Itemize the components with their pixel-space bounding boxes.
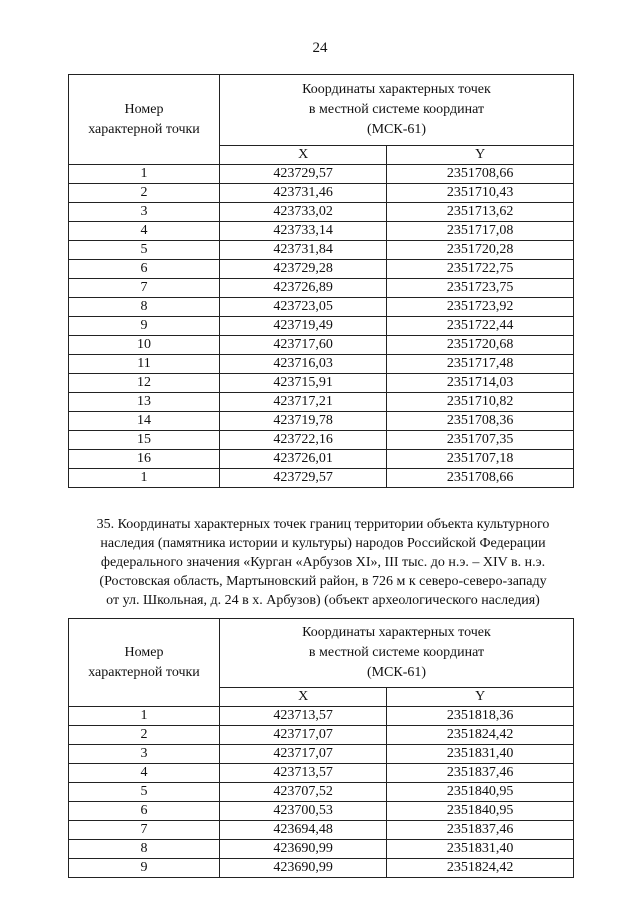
x-coordinate-cell: 423700,53	[220, 802, 387, 821]
coords-caption-header: Координаты характерных точек в местной системе координат (МСК-61)	[220, 619, 574, 688]
table-row	[69, 317, 574, 336]
x-coordinate-cell: 423717,21	[220, 393, 387, 412]
table-row	[69, 393, 574, 412]
point-number-cell: 3	[69, 745, 220, 764]
x-coordinate-cell: 423731,46	[220, 184, 387, 203]
x-coordinate-cell: 423717,60	[220, 336, 387, 355]
y-coordinate-cell: 2351824,42	[387, 726, 574, 745]
point-number-cell: 14	[69, 412, 220, 431]
point-number-cell: 7	[69, 821, 220, 840]
x-coordinate-cell: 423713,57	[220, 764, 387, 783]
x-coordinate-cell: 423707,52	[220, 783, 387, 802]
y-coordinate-cell: 2351720,68	[387, 336, 574, 355]
x-coordinate-cell: 423717,07	[220, 745, 387, 764]
x-coordinate-cell: 423733,02	[220, 203, 387, 222]
coordinates-table-1	[68, 74, 574, 488]
y-coordinate-cell: 2351707,35	[387, 431, 574, 450]
table-row	[69, 222, 574, 241]
point-number-cell: 4	[69, 764, 220, 783]
x-coordinate-cell: 423729,28	[220, 260, 387, 279]
y-coordinate-cell: 2351824,42	[387, 859, 574, 878]
table-row	[69, 336, 574, 355]
x-coordinate-cell: 423726,01	[220, 450, 387, 469]
y-coordinate-cell: 2351723,75	[387, 279, 574, 298]
table-row	[69, 165, 574, 184]
table-row	[69, 764, 574, 783]
x-coordinate-cell: 423719,49	[220, 317, 387, 336]
point-number-cell: 9	[69, 859, 220, 878]
table-row	[69, 745, 574, 764]
y-coordinate-cell: 2351722,75	[387, 260, 574, 279]
point-number-cell: 10	[69, 336, 220, 355]
point-number-cell: 9	[69, 317, 220, 336]
point-number-cell: 8	[69, 840, 220, 859]
x-coordinate-cell: 423731,84	[220, 241, 387, 260]
y-coordinate-cell: 2351717,08	[387, 222, 574, 241]
x-coordinate-cell: 423717,07	[220, 726, 387, 745]
y-coordinate-cell: 2351831,40	[387, 745, 574, 764]
point-number-cell: 1	[69, 165, 220, 184]
table-row	[69, 726, 574, 745]
coords-caption-header: Координаты характерных точек в местной системе координат (МСК-61)	[220, 75, 574, 146]
page-number: 24	[312, 40, 328, 56]
x-coordinate-cell: 423722,16	[220, 431, 387, 450]
point-number-cell: 7	[69, 279, 220, 298]
point-number-cell: 2	[69, 726, 220, 745]
table-row	[69, 469, 574, 488]
x-coordinate-cell: 423713,57	[220, 707, 387, 726]
point-number-cell: 1	[69, 707, 220, 726]
point-number-cell: 1	[69, 469, 220, 488]
y-coordinate-cell: 2351710,43	[387, 184, 574, 203]
table-row	[69, 802, 574, 821]
table-row	[69, 859, 574, 878]
point-number-cell: 16	[69, 450, 220, 469]
point-number-cell: 15	[69, 431, 220, 450]
x-header: X	[220, 146, 387, 165]
point-number-cell: 5	[69, 241, 220, 260]
point-number-cell: 6	[69, 260, 220, 279]
x-coordinate-cell: 423716,03	[220, 355, 387, 374]
table-row	[69, 298, 574, 317]
y-coordinate-cell: 2351713,62	[387, 203, 574, 222]
section-35-title: 35. Координаты характерных точек границ территории объекта культурного наследия (памятника истории и культуры) народов Российской Федерации федерального значения «Курган «Арбузов XI», III тыс. до н.э. – XIV в. н.э. (Ростовская область, Мартыновский район, в 726 м к северо-северо-западу от ул. Школьная, д. 24 в х. Арбузов) (объект археологического наследия)	[96, 517, 550, 608]
y-coordinate-cell: 2351722,44	[387, 317, 574, 336]
point-number-cell: 5	[69, 783, 220, 802]
x-coordinate-cell: 423733,14	[220, 222, 387, 241]
x-coordinate-cell: 423719,78	[220, 412, 387, 431]
table-header-row	[69, 619, 574, 688]
y-coordinate-cell: 2351710,82	[387, 393, 574, 412]
x-coordinate-cell: 423729,57	[220, 469, 387, 488]
y-coordinate-cell: 2351714,03	[387, 374, 574, 393]
table-row	[69, 184, 574, 203]
table-row	[69, 355, 574, 374]
y-coordinate-cell: 2351840,95	[387, 802, 574, 821]
y-header: Y	[387, 688, 574, 707]
table-row	[69, 241, 574, 260]
y-coordinate-cell: 2351717,48	[387, 355, 574, 374]
table-1-body	[69, 165, 574, 488]
y-coordinate-cell: 2351723,92	[387, 298, 574, 317]
x-coordinate-cell: 423726,89	[220, 279, 387, 298]
table-row	[69, 840, 574, 859]
x-coordinate-cell: 423729,57	[220, 165, 387, 184]
y-coordinate-cell: 2351840,95	[387, 783, 574, 802]
table-row	[69, 203, 574, 222]
y-coordinate-cell: 2351837,46	[387, 821, 574, 840]
x-coordinate-cell: 423723,05	[220, 298, 387, 317]
point-number-cell: 12	[69, 374, 220, 393]
x-header: X	[220, 688, 387, 707]
point-number-cell: 8	[69, 298, 220, 317]
point-number-cell: 2	[69, 184, 220, 203]
y-coordinate-cell: 2351708,36	[387, 412, 574, 431]
table-row	[69, 279, 574, 298]
table-row	[69, 260, 574, 279]
x-coordinate-cell: 423715,91	[220, 374, 387, 393]
table-row	[69, 374, 574, 393]
x-coordinate-cell: 423690,99	[220, 859, 387, 878]
coordinates-table-2	[68, 618, 574, 878]
point-number-cell: 11	[69, 355, 220, 374]
table-row	[69, 821, 574, 840]
y-header: Y	[387, 146, 574, 165]
y-coordinate-cell: 2351707,18	[387, 450, 574, 469]
y-coordinate-cell: 2351837,46	[387, 764, 574, 783]
table-row	[69, 431, 574, 450]
y-coordinate-cell: 2351708,66	[387, 469, 574, 488]
point-number-header: Номер характерной точки	[69, 619, 220, 707]
x-coordinate-cell: 423694,48	[220, 821, 387, 840]
table-2-body	[69, 707, 574, 878]
table-row	[69, 450, 574, 469]
table-header-row	[69, 75, 574, 146]
point-number-header: Номер характерной точки	[69, 75, 220, 165]
table-row	[69, 783, 574, 802]
table-row	[69, 412, 574, 431]
table-row	[69, 707, 574, 726]
y-coordinate-cell: 2351818,36	[387, 707, 574, 726]
y-coordinate-cell: 2351831,40	[387, 840, 574, 859]
point-number-cell: 6	[69, 802, 220, 821]
point-number-cell: 13	[69, 393, 220, 412]
x-coordinate-cell: 423690,99	[220, 840, 387, 859]
y-coordinate-cell: 2351720,28	[387, 241, 574, 260]
point-number-cell: 3	[69, 203, 220, 222]
y-coordinate-cell: 2351708,66	[387, 165, 574, 184]
point-number-cell: 4	[69, 222, 220, 241]
